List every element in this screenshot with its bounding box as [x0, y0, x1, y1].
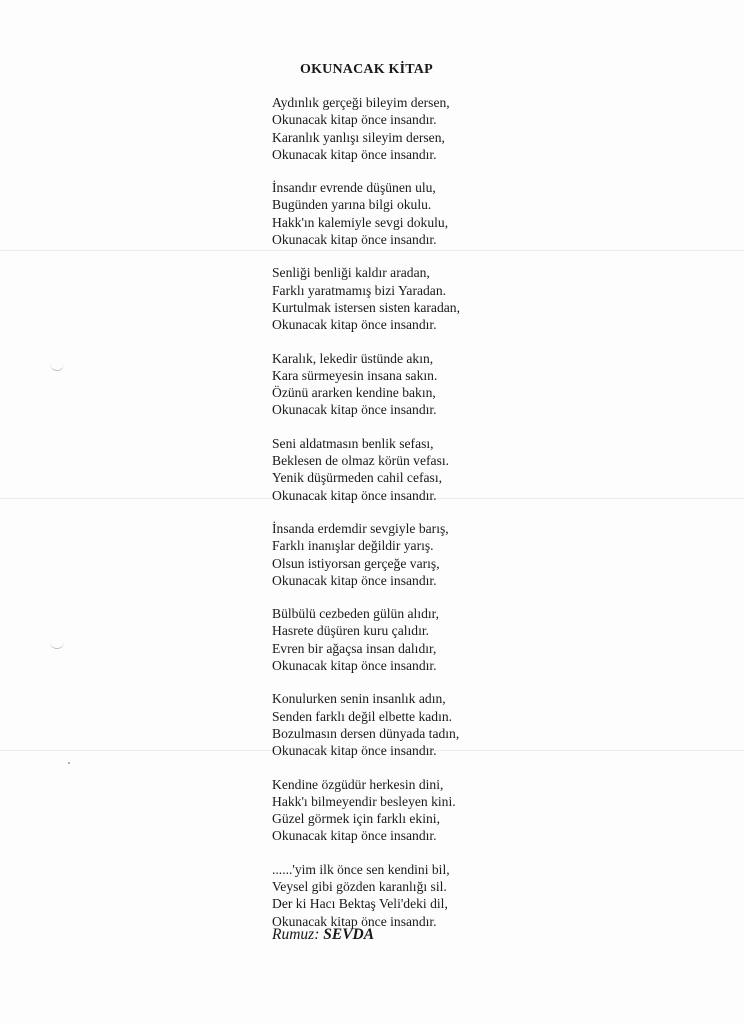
poem-line: Karalık, lekedir üstünde akın,: [272, 350, 434, 366]
poem-line: Okunacak kitap önce insandır.: [272, 402, 437, 418]
poem-line: Okunacak kitap önce insandır.: [272, 112, 437, 128]
poem-line: Güzel görmek için farklı ekini,: [272, 811, 440, 827]
poem-line: Farklı inanışlar değildir yarış.: [272, 538, 434, 554]
poem-stanza: [272, 179, 572, 248]
poem-line: Evren bir ağaçsa insan dalıdır,: [272, 640, 437, 656]
poem-line: Okunacak kitap önce insandır.: [272, 572, 437, 588]
poem-line: Olsun istiyorsan gerçeğe varış,: [272, 555, 440, 571]
poem-stanza: [272, 861, 572, 930]
poem-line: Okunacak kitap önce insandır.: [272, 658, 437, 674]
poem-body: [272, 94, 572, 946]
poem-line: Okunacak kitap önce insandır.: [272, 828, 437, 844]
poem-line: Veysel gibi gözden karanlığı sil.: [272, 878, 447, 894]
poem-stanza: [272, 94, 572, 163]
poem-line: Özünü ararken kendine bakın,: [272, 385, 436, 401]
punch-hole-mark: [50, 362, 64, 371]
signature-prefix: Rumuz:: [272, 926, 324, 943]
poem-line: Senden farklı değil elbette kadın.: [272, 708, 453, 724]
poem-line: Okunacak kitap önce insandır.: [272, 743, 437, 759]
poem-line: Aydınlık gerçeği bileyim dersen,: [272, 95, 450, 110]
signature: [272, 926, 374, 944]
poem-line: Konulurken senin insanlık adın,: [272, 691, 446, 707]
poem-line: Seni aldatmasın benlik sefası,: [272, 435, 434, 451]
poem-stanza: [272, 264, 572, 333]
poem-line: Hasrete düşüren kuru çalıdır.: [272, 623, 430, 639]
poem-stanza: [272, 350, 572, 419]
poem-line: Yenik düşürmeden cahil cefası,: [272, 470, 443, 486]
poem-line: Der ki Hacı Bektaş Veli'deki dil,: [272, 896, 448, 912]
poem-line: Hakk'ın kalemiyle sevgi dokulu,: [272, 214, 449, 230]
poem-line: Bülbülü cezbeden gülün alıdır,: [272, 606, 440, 622]
poem-line: Bozulmasın dersen dünyada tadın,: [272, 725, 460, 741]
poem-line: Beklesen de olmaz körün vefası.: [272, 453, 450, 469]
poem-line: Kara sürmeyesin insana sakın.: [272, 367, 438, 383]
poem-line: İnsandır evrende düşünen ulu,: [272, 180, 436, 196]
poem-line: Kurtulmak istersen sisten karadan,: [272, 299, 460, 315]
poem-stanza: [272, 605, 572, 674]
poem-stanza: [272, 435, 572, 504]
poem-line: İnsanda erdemdir sevgiyle barış,: [272, 520, 449, 536]
poem-line: Bugünden yarına bilgi okulu.: [272, 197, 432, 213]
signature-name: SEVDA: [323, 926, 375, 943]
punch-hole-mark: [50, 640, 64, 649]
paper-speck: [68, 762, 70, 764]
poem-line: Okunacak kitap önce insandır.: [272, 232, 437, 248]
poem-line: Senliği benliği kaldır aradan,: [272, 265, 430, 281]
poem-line: Farklı yaratmamış bizi Yaradan.: [272, 282, 447, 298]
poem-line: Karanlık yanlışı sileyim dersen,: [272, 129, 445, 145]
poem-line: Hakk'ı bilmeyendir besleyen kini.: [272, 793, 456, 809]
poem-stanza: [272, 776, 572, 845]
poem-stanza: [272, 520, 572, 589]
poem-line: Okunacak kitap önce insandır.: [272, 913, 437, 929]
poem-line: Kendine özgüdür herkesin dini,: [272, 776, 444, 792]
poem-line: ......'yim ilk önce sen kendini bil,: [272, 861, 450, 877]
poem-title: OKUNACAK KİTAP: [300, 62, 433, 77]
poem-line: Okunacak kitap önce insandır.: [272, 146, 437, 162]
poem-line: Okunacak kitap önce insandır.: [272, 487, 437, 503]
poem-line: Okunacak kitap önce insandır.: [272, 317, 437, 333]
poem-stanza: [272, 690, 572, 759]
